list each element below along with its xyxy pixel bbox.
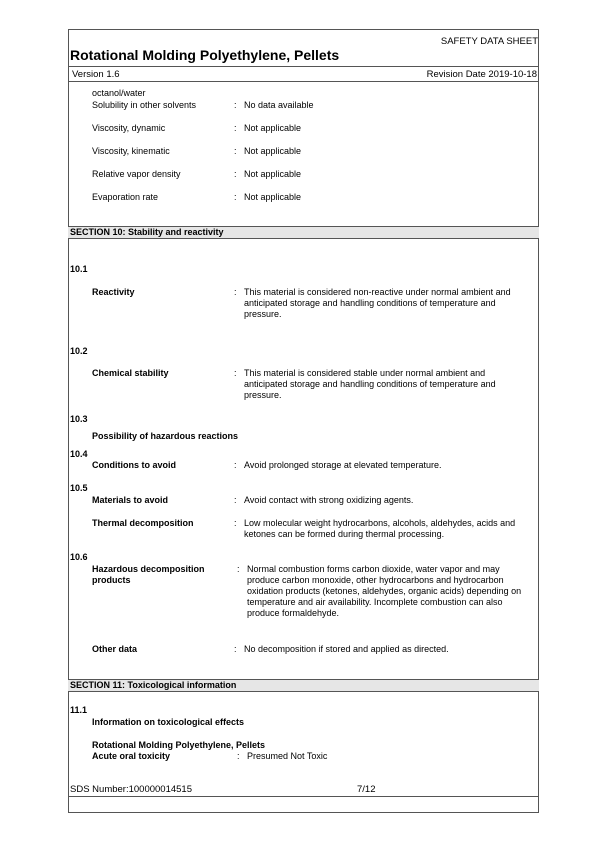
- property-label: Solubility in other solvents: [92, 100, 197, 110]
- separator: :: [234, 287, 237, 297]
- hazardous-reactions-label: Possibility of hazardous reactions: [92, 431, 239, 441]
- header-divider-2: [68, 81, 539, 82]
- footer-divider: [68, 796, 539, 797]
- revision-date: Revision Date 2019-10-18: [426, 69, 537, 80]
- section-10-heading: SECTION 10: Stability and reactivity: [70, 227, 224, 237]
- property-value: Not applicable: [244, 169, 302, 179]
- subsection-number: 10.1: [70, 264, 88, 274]
- conditions-value: Avoid prolonged storage at elevated temperature.: [244, 460, 442, 470]
- property-label: Viscosity, kinematic: [92, 146, 170, 156]
- document-type: SAFETY DATA SHEET: [440, 36, 538, 47]
- separator: :: [234, 495, 237, 505]
- sds-number: SDS Number:100000014515: [70, 784, 193, 795]
- separator: :: [237, 751, 240, 761]
- separator: :: [234, 100, 237, 110]
- hazardous-decomposition-value: Normal combustion forms carbon dioxide, water vapor and may produce carbon monoxide, other hydrocarbons and hydrocarbon oxidation products (ketones, aldehydes, organic acids) depending on temperature and air availability. Incomplete combustion can also produce formaldehyde.: [247, 564, 522, 618]
- property-label: Evaporation rate: [92, 192, 159, 202]
- separator: :: [234, 518, 237, 528]
- property-label: Relative vapor density: [92, 169, 181, 179]
- separator: :: [234, 123, 237, 133]
- thermal-value: Low molecular weight hydrocarbons, alcohols, aldehydes, acids and ketones can be formed during thermal processing.: [244, 518, 516, 539]
- separator: :: [234, 169, 237, 179]
- toxicological-info-label: Information on toxicological effects: [92, 717, 245, 727]
- hazardous-decomposition-label: Hazardous decomposition products: [92, 564, 205, 585]
- property-label: Viscosity, dynamic: [92, 123, 166, 133]
- version-label: Version 1.6: [72, 69, 120, 80]
- product-title: Rotational Molding Polyethylene, Pellets: [70, 47, 340, 63]
- thermal-label: Thermal decomposition: [92, 518, 194, 528]
- subsection-number: 10.6: [70, 552, 88, 562]
- materials-label: Materials to avoid: [92, 495, 169, 505]
- reactivity-value: This material is considered non-reactive under normal ambient and anticipated storage and handling conditions of temperature and pressure.: [244, 287, 511, 319]
- acute-oral-toxicity-value: Presumed Not Toxic: [247, 751, 328, 761]
- product-name: Rotational Molding Polyethylene, Pellets: [92, 740, 266, 750]
- subsection-number: 10.5: [70, 483, 88, 493]
- separator: :: [234, 146, 237, 156]
- section-11-heading: SECTION 11: Toxicological information: [70, 680, 237, 690]
- conditions-label: Conditions to avoid: [92, 460, 176, 470]
- octanol-fragment: octanol/water: [92, 88, 146, 98]
- subsection-number: 10.4: [70, 449, 88, 459]
- separator: :: [237, 564, 240, 574]
- other-data-value: No decomposition if stored and applied as directed.: [244, 644, 449, 654]
- separator: :: [234, 644, 237, 654]
- property-value: No data available: [244, 100, 314, 110]
- reactivity-label: Reactivity: [92, 287, 135, 297]
- separator: :: [234, 460, 237, 470]
- page-number: 7/12: [357, 784, 376, 795]
- separator: :: [234, 368, 237, 378]
- materials-value: Avoid contact with strong oxidizing agents.: [244, 495, 414, 505]
- subsection-number: 10.3: [70, 414, 88, 424]
- chemical-stability-label: Chemical stability: [92, 368, 169, 378]
- property-value: Not applicable: [244, 192, 302, 202]
- property-value: Not applicable: [244, 123, 302, 133]
- property-value: Not applicable: [244, 146, 302, 156]
- separator: :: [234, 192, 237, 202]
- acute-oral-toxicity-label: Acute oral toxicity: [92, 751, 171, 761]
- other-data-label: Other data: [92, 644, 138, 654]
- subsection-number: 11.1: [70, 705, 88, 715]
- subsection-number: 10.2: [70, 346, 88, 356]
- chemical-stability-value: This material is considered stable under normal ambient and anticipated storage and handling conditions of temperature and pressure.: [244, 368, 496, 400]
- header-divider: [68, 66, 539, 67]
